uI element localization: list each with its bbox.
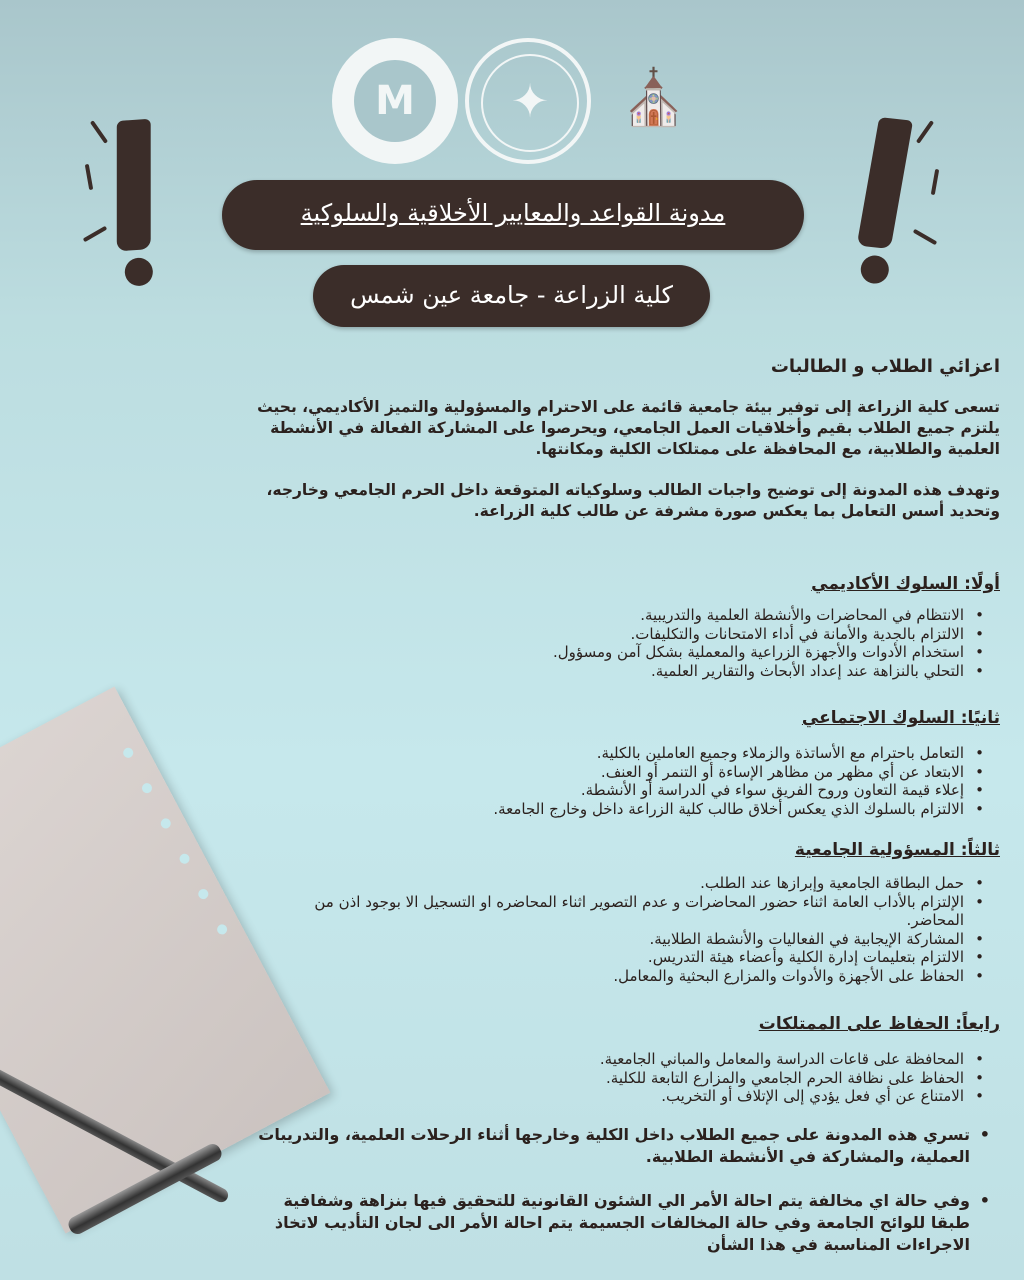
list-item: • المحافظة على قاعات الدراسة والمعامل والمباني الجامعية. xyxy=(280,1050,964,1069)
paper-hole xyxy=(140,781,154,795)
subtitle-banner: كلية الزراعة - جامعة عين شمس xyxy=(313,265,710,327)
section-title: ثالثاً: المسؤولية الجامعية xyxy=(794,840,1000,860)
ray-icon xyxy=(83,226,108,242)
exclamation-icon-right xyxy=(857,117,908,286)
list-item: • الالتزام بتعليمات إدارة الكلية وأعضاء هيئة التدريس. xyxy=(280,948,964,967)
ray-icon xyxy=(931,169,939,195)
list-item: • التحلي بالنزاهة عند إعداد الأبحاث والتقارير العلمية. xyxy=(340,662,964,681)
ray-icon xyxy=(913,229,938,245)
star-icon: ✦ xyxy=(481,54,579,152)
list-item: • استخدام الأدوات والأجهزة الزراعية والمعملية بشكل آمن ومسؤول. xyxy=(340,643,964,662)
paper-hole xyxy=(159,817,173,831)
section-title: ثانيًا: السلوك الاجتماعي xyxy=(801,708,1000,728)
intro-section xyxy=(220,356,1000,522)
list-item: • الالتزام بالجدية والأمانة في أداء الامتحانات والتكليفات. xyxy=(340,625,964,644)
intro-paragraph-2: وتهدف هذه المدونة إلى توضيح واجبات الطالب وسلوكياته المتوقعة داخل الحرم الجامعي وخارجه، وتحديد أسس التعامل بما يعكس صورة مشرفة عن طالب كلية الزراعة. xyxy=(266,481,1000,520)
section-responsibility xyxy=(280,840,1000,985)
paper-hole xyxy=(178,852,192,866)
exclamation-icon-left xyxy=(112,119,157,287)
paper-hole xyxy=(197,887,211,901)
section-academic xyxy=(340,574,1000,680)
title-banner: مدونة القواعد والمعايير الأخلاقية والسلوكية xyxy=(222,180,804,250)
list-item: • إعلاء قيمة التعاون وروح الفريق سواء في الدراسة أو الأنشطة. xyxy=(280,781,964,800)
ray-icon xyxy=(90,120,108,144)
university-building-icon: ⛪ xyxy=(620,66,688,129)
paper-hole xyxy=(121,746,135,760)
list-item: • الانتظام في المحاضرات والأنشطة العلمية والتدريبية. xyxy=(340,606,964,625)
section-social xyxy=(280,708,1000,818)
list-item: • الحفاظ على الأجهزة والأدوات والمزارع البحثية والمعامل. xyxy=(280,967,964,986)
list-item: • الالتزام بالسلوك الذي يعكس أخلاق طالب كلية الزراعة داخل وخارج الجامعة. xyxy=(280,800,964,819)
ray-icon xyxy=(85,164,93,190)
section-property xyxy=(280,1014,1000,1106)
list-item: • الإلتزام بالأداب العامة اثناء حضور المحاضرات و عدم التصوير اثناء المحاضره او التسجيل الا بوجود اذن من المحاضر. xyxy=(280,893,964,930)
greeting: اعزائي الطلاب و الطالبات xyxy=(770,356,1000,377)
list-item: • الابتعاد عن أي مظهر من مظاهر الإساءة أو التنمر أو العنف. xyxy=(280,763,964,782)
logo-m-mark: M xyxy=(354,60,436,142)
section-title: رابعاً: الحفاظ على الممتلكات xyxy=(758,1014,1000,1034)
creativity-team-logo xyxy=(332,38,458,164)
ain-shams-agriculture-logo xyxy=(590,38,716,164)
intro-paragraph-1: تسعى كلية الزراعة إلى توفير بيئة جامعية قائمة على الاحترام والمسؤولية والتميز الأكاديمي، بحيث يلتزم جميع الطلاب بقيم وأخلاقيات العمل الجامعي، ويحرصوا على المشاركة الفعالة في الأنشطة العلمية والطلابية، مع المحافظة على ممتلكات الكلية ومكانتها. xyxy=(257,398,1000,458)
list-item: • المشاركة الإيجابية في الفعاليات والأنشطة الطلابية. xyxy=(280,930,964,949)
closing-note: • وفي حالة اي مخالفة يتم احالة الأمر الي الشئون القانونية للتحقيق فيها بنزاهة وشفافية طبقا للوائح الجامعة وفي حالة المخالفات الجسيمة يتم احالة الأمر الى لجان التأديب لاتخاذ الاجراءات المناسبة في هذا الشأن xyxy=(240,1190,970,1256)
agrsu-logo xyxy=(465,38,591,164)
list-item: • التعامل باحترام مع الأساتذة والزملاء وجميع العاملين بالكلية. xyxy=(280,744,964,763)
closing-note: • تسري هذه المدونة على جميع الطلاب داخل الكلية وخارجها أثناء الرحلات العلمية، والتدريبات العملية، والمشاركة في الأنشطة الطلابية. xyxy=(240,1124,970,1168)
list-item: • حمل البطاقة الجامعية وإبرازها عند الطلب. xyxy=(280,874,964,893)
ray-icon xyxy=(916,120,934,144)
section-title: أولًا: السلوك الأكاديمي xyxy=(811,574,1000,594)
list-item: • الحفاظ على نظافة الحرم الجامعي والمزارع التابعة للكلية. xyxy=(280,1069,964,1088)
closing-notes xyxy=(240,1124,1000,1256)
list-item: • الامتناع عن أي فعل يؤدي إلى الإتلاف أو التخريب. xyxy=(280,1087,964,1106)
paper-hole xyxy=(215,923,229,937)
